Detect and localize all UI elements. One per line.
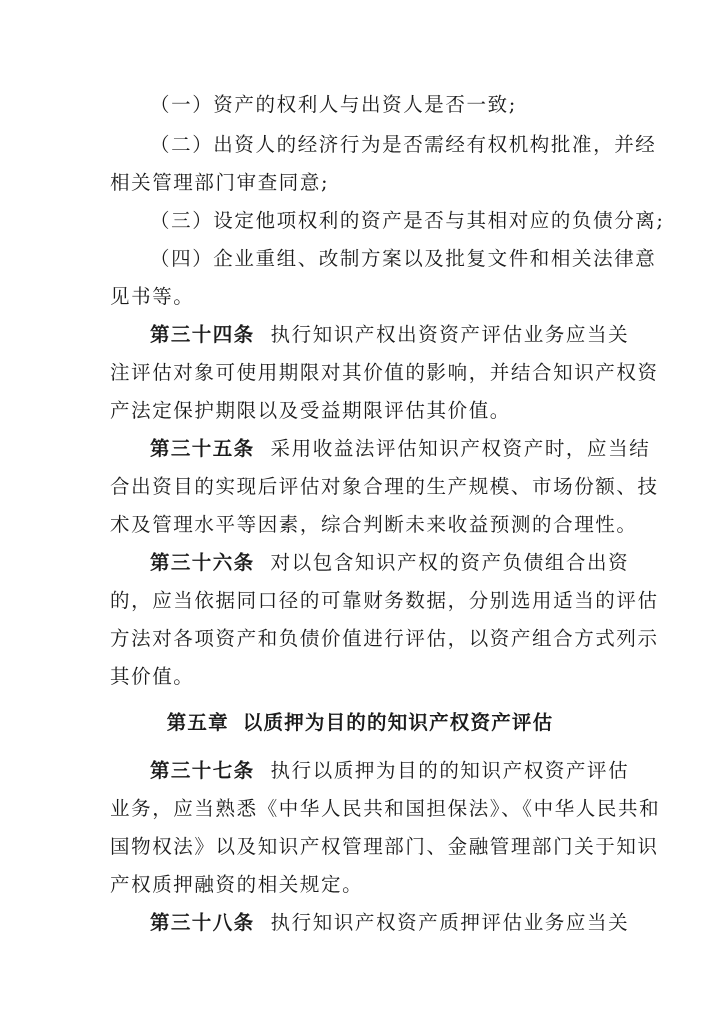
article-36-line-4: 其价值。 [110, 665, 195, 688]
article-35-line-1: 采用收益法评估知识产权资产时，应当结 [270, 437, 651, 460]
article-35-line-3: 术及管理水平等因素，综合判断未来收益预测的合理性。 [110, 513, 638, 536]
article-37-line-3: 国物权法》以及知识产权管理部门、金融管理部门关于知识 [110, 835, 659, 858]
article-38 [150, 909, 629, 937]
article-37-line-2: 业务，应当熟悉《中华人民共和国担保法》、《中华人民共和 [110, 797, 661, 820]
article-36-line-2: 的，应当依据同口径的可靠财务数据，分别选用适当的评估 [110, 589, 659, 612]
item-1: （一）资产的权利人与出资人是否一致; [150, 93, 517, 116]
article-34-line-1: 执行知识产权出资资产评估业务应当关 [270, 323, 630, 346]
article-35-line-2: 合出资目的实现后评估对象合理的生产规模、市场份额、技 [110, 475, 659, 498]
chapter-number: 第五章 [166, 711, 229, 734]
article-34-label: 第三十四条 [150, 323, 255, 346]
item-4: （四）企业重组、改制方案以及批复文件和相关法律意 [150, 247, 657, 270]
article-35 [150, 435, 650, 463]
article-37-line-1: 执行以质押为目的的知识产权资产评估 [270, 759, 630, 782]
article-35-label: 第三十五条 [150, 437, 255, 460]
article-36-label: 第三十六条 [150, 551, 255, 574]
article-34-line-3: 产法定保护期限以及受益期限评估其价值。 [110, 399, 511, 422]
article-36-line-3: 方法对各项资产和负债价值进行评估，以资产组合方式列示 [110, 627, 659, 650]
article-36 [150, 549, 629, 577]
chapter-title: 以质押为目的的知识产权资产评估 [242, 711, 554, 734]
article-34-line-2: 注评估对象可使用期限对其价值的影响，并结合知识产权资 [110, 361, 659, 384]
item-3: （三）设定他项权利的资产是否与其相对应的负债分离; [150, 209, 665, 232]
item-2-cont: 相关管理部门审查同意; [110, 171, 330, 194]
article-37 [150, 757, 629, 785]
item-4-cont: 见书等。 [110, 285, 195, 308]
article-36-line-1: 对以包含知识产权的资产负债组合出资 [270, 551, 630, 574]
article-38-label: 第三十八条 [150, 911, 255, 934]
chapter-heading [0, 709, 720, 737]
article-37-line-4: 产权质押融资的相关规定。 [110, 873, 364, 896]
article-37-label: 第三十七条 [150, 759, 255, 782]
article-38-line-1: 执行知识产权资产质押评估业务应当关 [270, 911, 630, 934]
item-2: （二）出资人的经济行为是否需经有权机构批准，并经 [150, 133, 657, 156]
article-34 [150, 321, 629, 349]
